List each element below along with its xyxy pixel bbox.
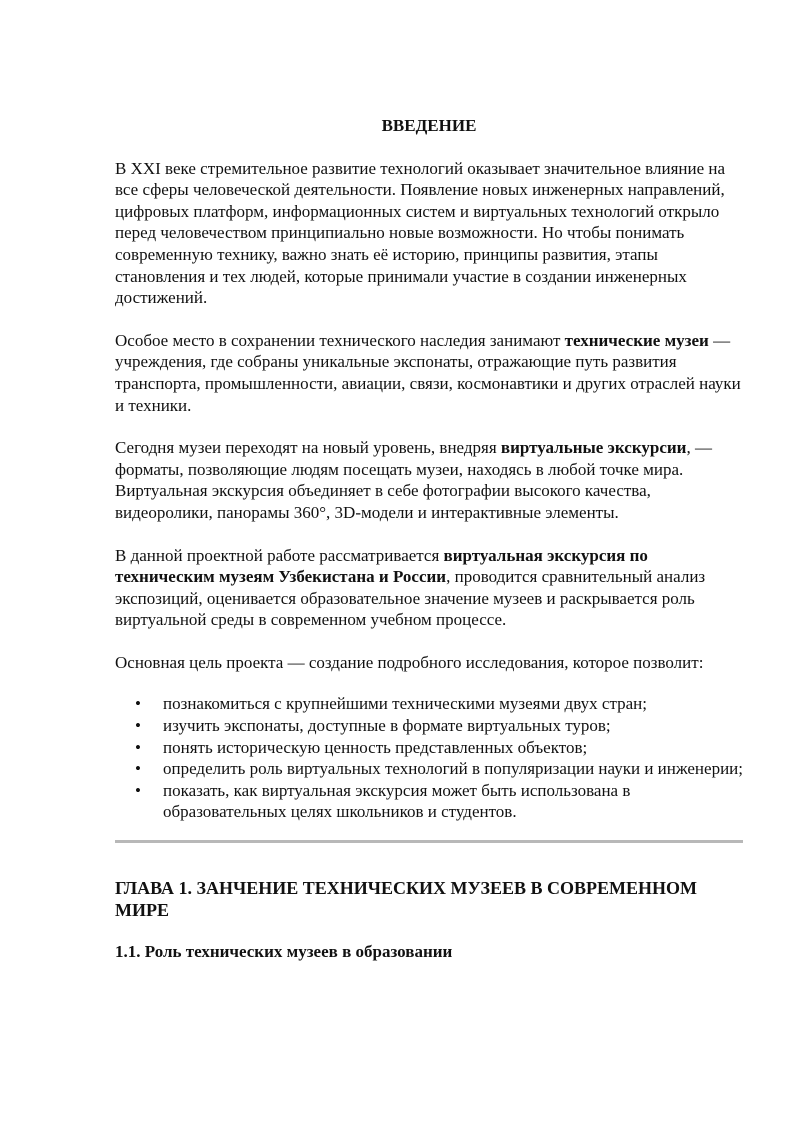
intro-title: ВВЕДЕНИЕ [381, 116, 477, 135]
paragraph-4-text-start: В данной проектной работе рассматривается [115, 545, 444, 565]
bullet-icon: • [135, 759, 141, 779]
paragraph-2-text-start: Особое место в сохранении технического наследия занимают [115, 330, 565, 350]
bullet-icon: • [135, 737, 141, 757]
list-item [115, 737, 743, 759]
paragraph-2-bold: технические музеи [564, 330, 709, 350]
paragraph-4-text-end: , проводится сравнительный анализ экспозиций, оценивается образовательное значение музеев и раскрывается роль виртуальной среды в современном учебном процессе. [115, 567, 706, 630]
bullet-icon: • [135, 694, 141, 714]
list-item-text: определить роль виртуальных технологий в популяризации науки и инженерии; [163, 759, 743, 779]
goals-list [115, 693, 743, 823]
horizontal-divider [115, 840, 743, 843]
paragraph-3 [115, 437, 743, 523]
paragraph-4 [115, 545, 743, 631]
list-item-text: познакомиться с крупнейшими техническими музеями двух стран; [163, 694, 647, 714]
paragraph-4-bold: виртуальная экскурсия по техническим музеям Узбекистана и России [115, 545, 648, 587]
list-item-text: показать, как виртуальная экскурсия может быть использована в образовательных целях школьников и студентов. [163, 780, 631, 822]
paragraph-3-text-end: , — форматы, позволяющие людям посещать музеи, находясь в любой точке мира. Виртуальная экскурсия объединяет в себе фотографии высокого качества, видеоролики, панорамы 360°, 3D-модели и интерактивные элементы. [115, 438, 712, 522]
list-item [115, 693, 743, 715]
document-page [115, 115, 743, 963]
paragraph-3-bold: виртуальные экскурсии [500, 438, 687, 458]
paragraph-2 [115, 330, 743, 416]
paragraph-5: Основная цель проекта — создание подробного исследования, которое позволит: [115, 652, 704, 672]
paragraph-1: В XXI веке стремительное развитие технологий оказывает значительное влияние на все сферы человеческой деятельности. Появление новых инженерных направлений, цифровых платформ, информационных систем и виртуальных технологий открыло перед человечеством принципиально новые возможности. Но чтобы понимать современную технику, важно знать её историю, принципы развития, этапы становления и тех людей, которые принимали участие в создании инженерных достижений. [115, 158, 726, 308]
list-item-text: изучить экспонаты, доступные в формате виртуальных туров; [163, 716, 611, 736]
section-heading: 1.1. Роль технических музеев в образовании [115, 942, 453, 962]
list-item [115, 715, 743, 737]
paragraph-2-text-end: — учреждения, где собраны уникальные экспонаты, отражающие путь развития транспорта, промышленности, авиации, связи, космонавтики и других отраслей науки и техники. [115, 330, 741, 415]
list-item-text: понять историческую ценность представленных объектов; [163, 737, 588, 757]
bullet-icon: • [135, 716, 141, 736]
list-item [115, 780, 743, 823]
chapter-heading: ГЛАВА 1. ЗАНЧЕНИЕ ТЕХНИЧЕСКИХ МУЗЕЕВ В СОВРЕМЕННОМ МИРЕ [115, 878, 698, 921]
paragraph-3-text-start: Сегодня музеи переходят на новый уровень, внедряя [115, 438, 501, 458]
list-item [115, 758, 743, 780]
bullet-icon: • [135, 780, 141, 800]
